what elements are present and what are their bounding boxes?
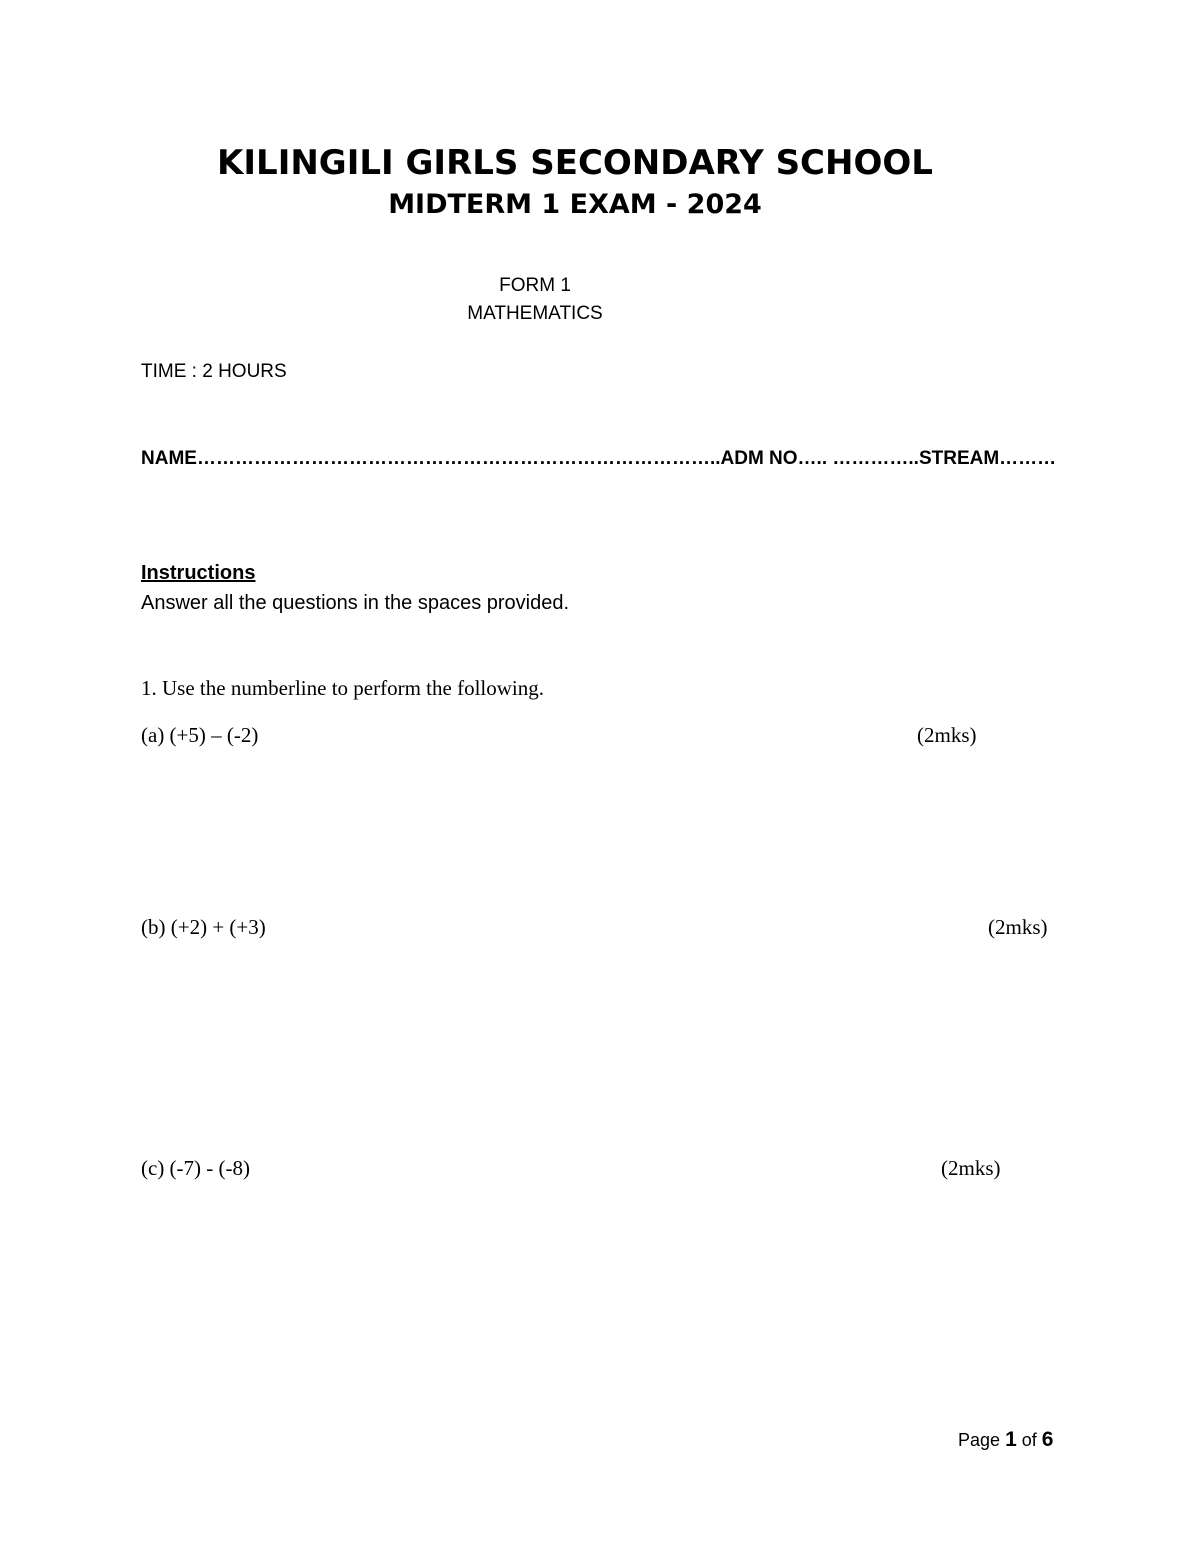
page-word: Page [958,1430,1001,1450]
instructions-text: Answer all the questions in the spaces provided. [141,592,570,614]
instructions-heading: Instructions [141,562,256,584]
question-1c-marks: (2mks) [941,1156,1001,1180]
time-label: TIME : 2 HOURS [141,361,287,382]
question-1a-marks: (2mks) [917,723,977,747]
current-page-number: 1 [1005,1428,1017,1451]
question-1-text: 1. Use the numberline to perform the following. [141,676,544,700]
student-details-line: NAME………………………………………………………………………..ADM NO….. …………..STREAM……… [141,448,1057,469]
school-name: KILINGILI GIRLS SECONDARY SCHOOL [217,143,933,183]
page-footer [958,1428,1053,1452]
total-pages-number: 6 [1041,1428,1054,1451]
of-word: of [1021,1430,1037,1450]
question-1c: (c) (-7) - (-8) [141,1156,251,1180]
exam-title: MIDTERM 1 EXAM - 2024 [388,189,762,220]
question-1a: (a) (+5) – (-2) [141,723,259,747]
question-1b-marks: (2mks) [988,915,1048,939]
subject-label: MATHEMATICS [467,303,603,324]
question-1b: (b) (+2) + (+3) [141,915,266,939]
form-label: FORM 1 [499,275,571,296]
